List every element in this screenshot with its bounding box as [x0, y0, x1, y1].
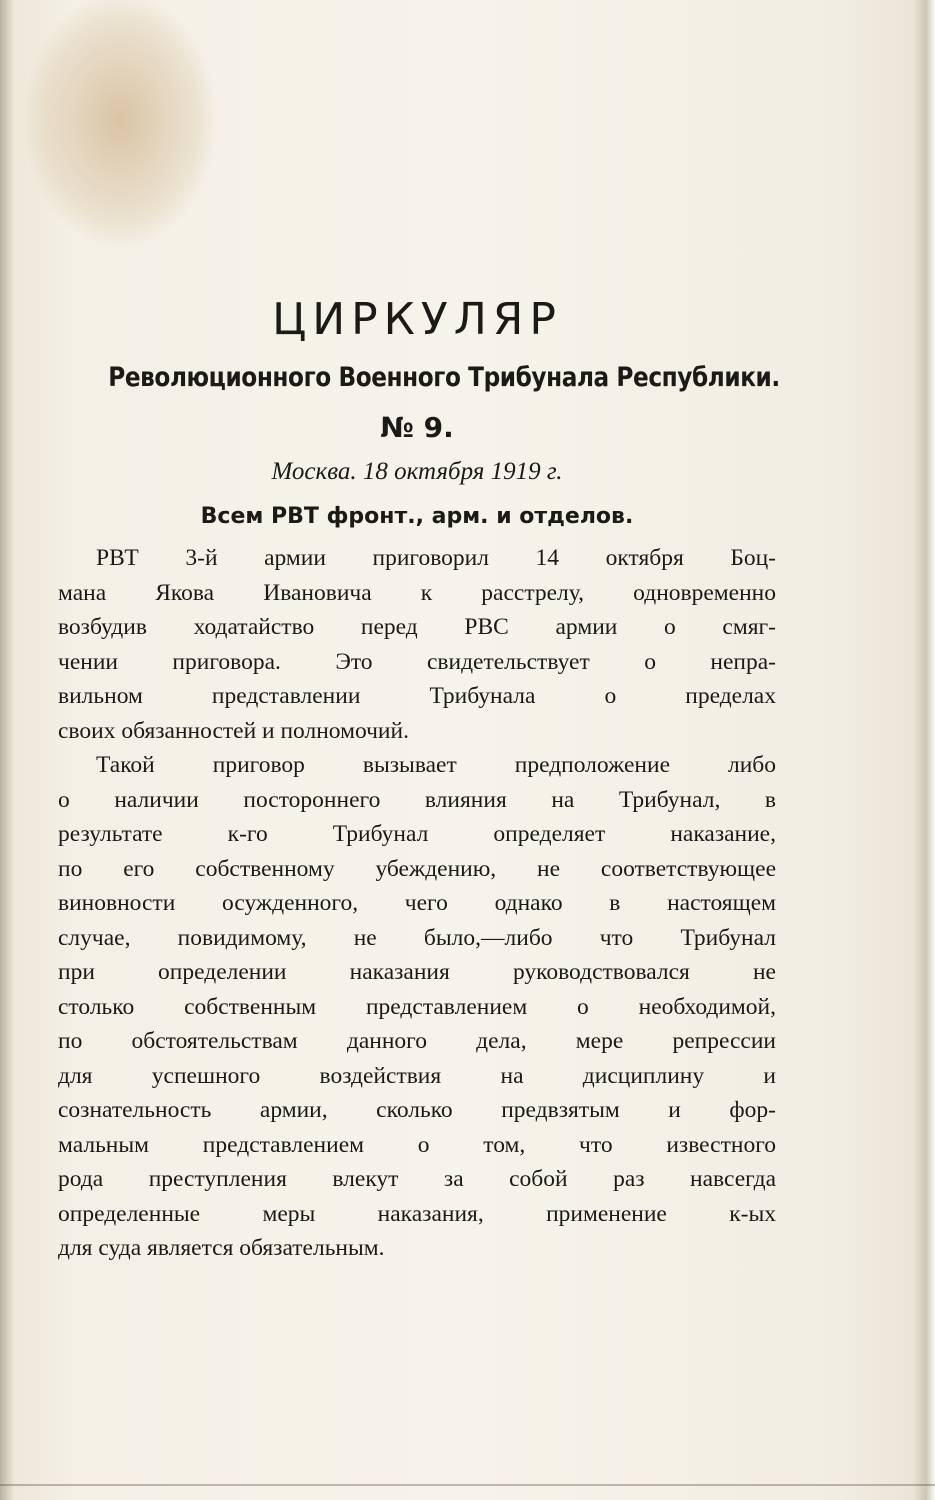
- text-line: своих обязанностей и полномочий.: [58, 717, 409, 744]
- text-line: чении приговора. Это свидетельствует о непра-: [58, 648, 776, 675]
- paper-right-edge: [913, 0, 935, 1500]
- text-line: случае, повидимому, не было,—либо что Трибунал: [58, 924, 776, 951]
- addressee-line: Всем РВТ фронт., арм. и отделов.: [200, 504, 634, 529]
- text-line: мана Якова Ивановича к расстрелу, одновременно: [58, 579, 776, 606]
- text-line: виновности осужденного, чего однако в настоящем: [58, 890, 776, 916]
- text-line: по его собственному убеждению, не соответствующее: [58, 855, 776, 882]
- text-line: мальным представлением о том, что известного: [58, 1131, 776, 1158]
- text-line: о наличии постороннего влияния на Трибунал, в: [58, 786, 776, 813]
- circular-number: № 9.: [380, 411, 454, 444]
- text-line: определенные меры наказания, применение к-ых: [58, 1200, 776, 1227]
- place-and-date: Москва. 18 октября 1919 г.: [271, 458, 563, 485]
- text-line: вильном представлении Трибунала о пределах: [58, 683, 776, 709]
- text-line: столько собственным представлением о необходимой,: [58, 993, 776, 1020]
- text-line: РВТ 3-й армии приговорил 14 октября Боц-: [96, 545, 776, 571]
- paper-fold-line: [0, 1484, 935, 1486]
- paragraph-2: [58, 748, 776, 1266]
- text-line: для суда является обязательным.: [58, 1235, 385, 1261]
- text-line: возбудив ходатайство перед РВС армии о смяг-: [58, 614, 776, 640]
- text-line: при определении наказания руководствовался не: [58, 959, 776, 985]
- text-line: по обстоятельствам данного дела, мере репрессии: [58, 1028, 776, 1054]
- text-line: рода преступления влекут за собой раз навсегда: [58, 1166, 776, 1192]
- paragraph-1: [58, 541, 776, 748]
- document-body: [58, 541, 776, 1266]
- text-line: результате к-го Трибунал определяет наказание,: [58, 821, 776, 847]
- document-title: ЦИРКУЛЯР: [272, 294, 562, 345]
- paper-left-edge: [0, 0, 14, 1500]
- text-line: Такой приговор вызывает предположение либо: [96, 752, 776, 778]
- document-subtitle: Революционного Военного Трибунала Республики.: [108, 362, 780, 393]
- circular-content: [58, 290, 780, 1266]
- text-line: для успешного воздействия на дисциплину и: [58, 1062, 776, 1089]
- text-line: сознательность армии, сколько предвзятым и фор-: [58, 1097, 776, 1123]
